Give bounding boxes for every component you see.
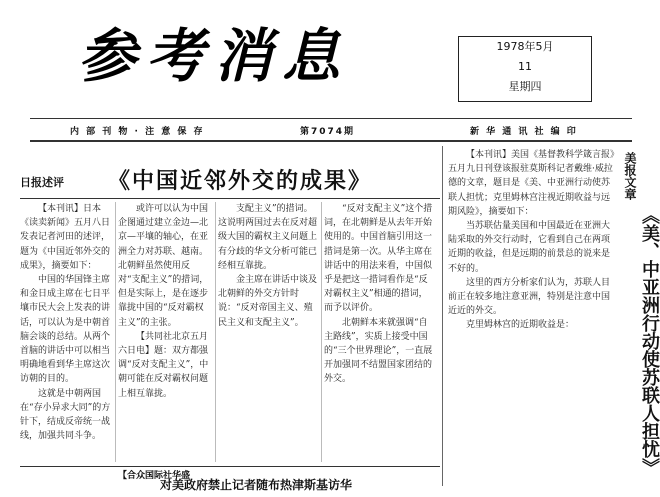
column-1-paragraph: 这就是中朝两国在“存小异求大同”的方针下，结成反帝统一战线，加强共同斗争。 bbox=[20, 388, 111, 442]
column-divider bbox=[215, 202, 216, 462]
article-label: 日报述评 bbox=[20, 176, 64, 189]
column-4-paragraph: “反对支配主义”这个措词，在北朝鲜是从去年开始使用的。中国首脑引用这一措词是第一次。从华主席在讲话中的用法来看，中国似乎是把这一措词看作是“反对霸权主义”相通的措词，而予以评价。 bbox=[324, 204, 433, 314]
column-2-paragraph: 或许可以认为中国企图通过建立金边—北京—平壤的轴心，在亚洲全力对苏联、越南。北朝鲜虽然使用反对“支配主义”的措词，但是实际上，是在逐步靠拢中国的“反对霸权主义”的主张。 bbox=[118, 204, 209, 328]
right-article-label: 美报文章 bbox=[623, 152, 637, 200]
masthead-title: 参考消息 bbox=[78, 22, 351, 88]
column-1-paragraph: 【本刊讯】日本《读卖新闻》五月八日发表记者河田的述评，题为《中国近邻外交的成果》，摘要如下： bbox=[20, 204, 111, 271]
weekday-line: 星期四 bbox=[508, 80, 542, 93]
column-divider bbox=[321, 202, 322, 462]
right-article-title: 《美、中亚洲行动使苏联人担忧》 bbox=[639, 206, 660, 476]
header-top-rule bbox=[30, 118, 632, 119]
date-line: 1978年5月 bbox=[496, 40, 554, 53]
article-column-2 bbox=[118, 202, 212, 464]
column-1-paragraph: 中国的华国锋主席和金日成主席在七日平壤市民大会上发表的讲话，可以认为是中朝首脑会谈的总结。从两个首脑的讲话中可以相当明确地看到华主席这次访朝的目的。 bbox=[20, 275, 111, 385]
article-column-4 bbox=[324, 202, 434, 464]
article-column-3 bbox=[218, 202, 318, 464]
column-3-paragraph: 金主席在讲话中谈及北朝鲜的外交方针时说：“反对帝国主义、殖民主义和支配主义”。 bbox=[218, 275, 318, 328]
right-paragraph: 当苏联估量美国和中国最近在亚洲大陆采取的外交行动时，它看到自己在两项近期的收益，但是远期的前景总的说来是不好的。 bbox=[448, 221, 611, 274]
bottom-box-text: 【合众国际社华盛 bbox=[118, 471, 191, 481]
masthead bbox=[78, 18, 378, 88]
date-box bbox=[458, 36, 592, 102]
right-paragraph: 克里姆林宫的近期收益是： bbox=[466, 320, 575, 331]
right-paragraph: 【本刊讯】美国《基督教科学箴言报》五月九日刊登该报驻莫斯科记者戴维·威拉德的文章，题目是《美、中亚洲行动使苏联人担忧；克里姆林宫注视近期收益与远期风险》，摘要如下： bbox=[448, 150, 615, 217]
day-line: 11 bbox=[518, 60, 532, 73]
column-3-paragraph: 支配主义”的措词。这说明两国过去在反对超级大国的霸权主义问题上有分歧的华文分析可能已经相互靠拢。 bbox=[218, 204, 318, 271]
header-bottom-rule bbox=[30, 140, 632, 142]
section-divider bbox=[442, 146, 443, 486]
bottom-rule bbox=[20, 466, 440, 467]
right-paragraph: 这里的西方分析家们认为，苏联人目前正在较多地注意亚洲，特别是注意中国近近的外交。 bbox=[448, 277, 611, 317]
masthead-logo bbox=[78, 18, 378, 88]
right-article-body bbox=[448, 148, 618, 488]
column-4-paragraph: 北朝鲜本来就强调“自主路线”，实质上接受中国的“三个世界理论”，一直展开加强同不结盟国家团结的外交。 bbox=[324, 317, 433, 385]
publisher-line: 新 华 通 讯 社 编 印 bbox=[470, 127, 578, 137]
bottom-headline: 对美政府禁止记者随布热津斯基访华 bbox=[160, 478, 353, 492]
article-title: 《中国近邻外交的成果》 bbox=[108, 169, 373, 194]
headline-rule bbox=[20, 198, 440, 199]
issue-number: 第7074期 bbox=[300, 127, 356, 137]
header-note: 内 部 刊 物 · 注 意 保 存 bbox=[70, 127, 205, 137]
column-2-paragraph: 【共同社北京五月六日电】题：双方都强调“反对支配主义”，中朝可能在反对霸权问题上相互靠拢。 bbox=[118, 331, 209, 399]
column-divider bbox=[115, 202, 116, 462]
article-column-1 bbox=[20, 202, 112, 464]
